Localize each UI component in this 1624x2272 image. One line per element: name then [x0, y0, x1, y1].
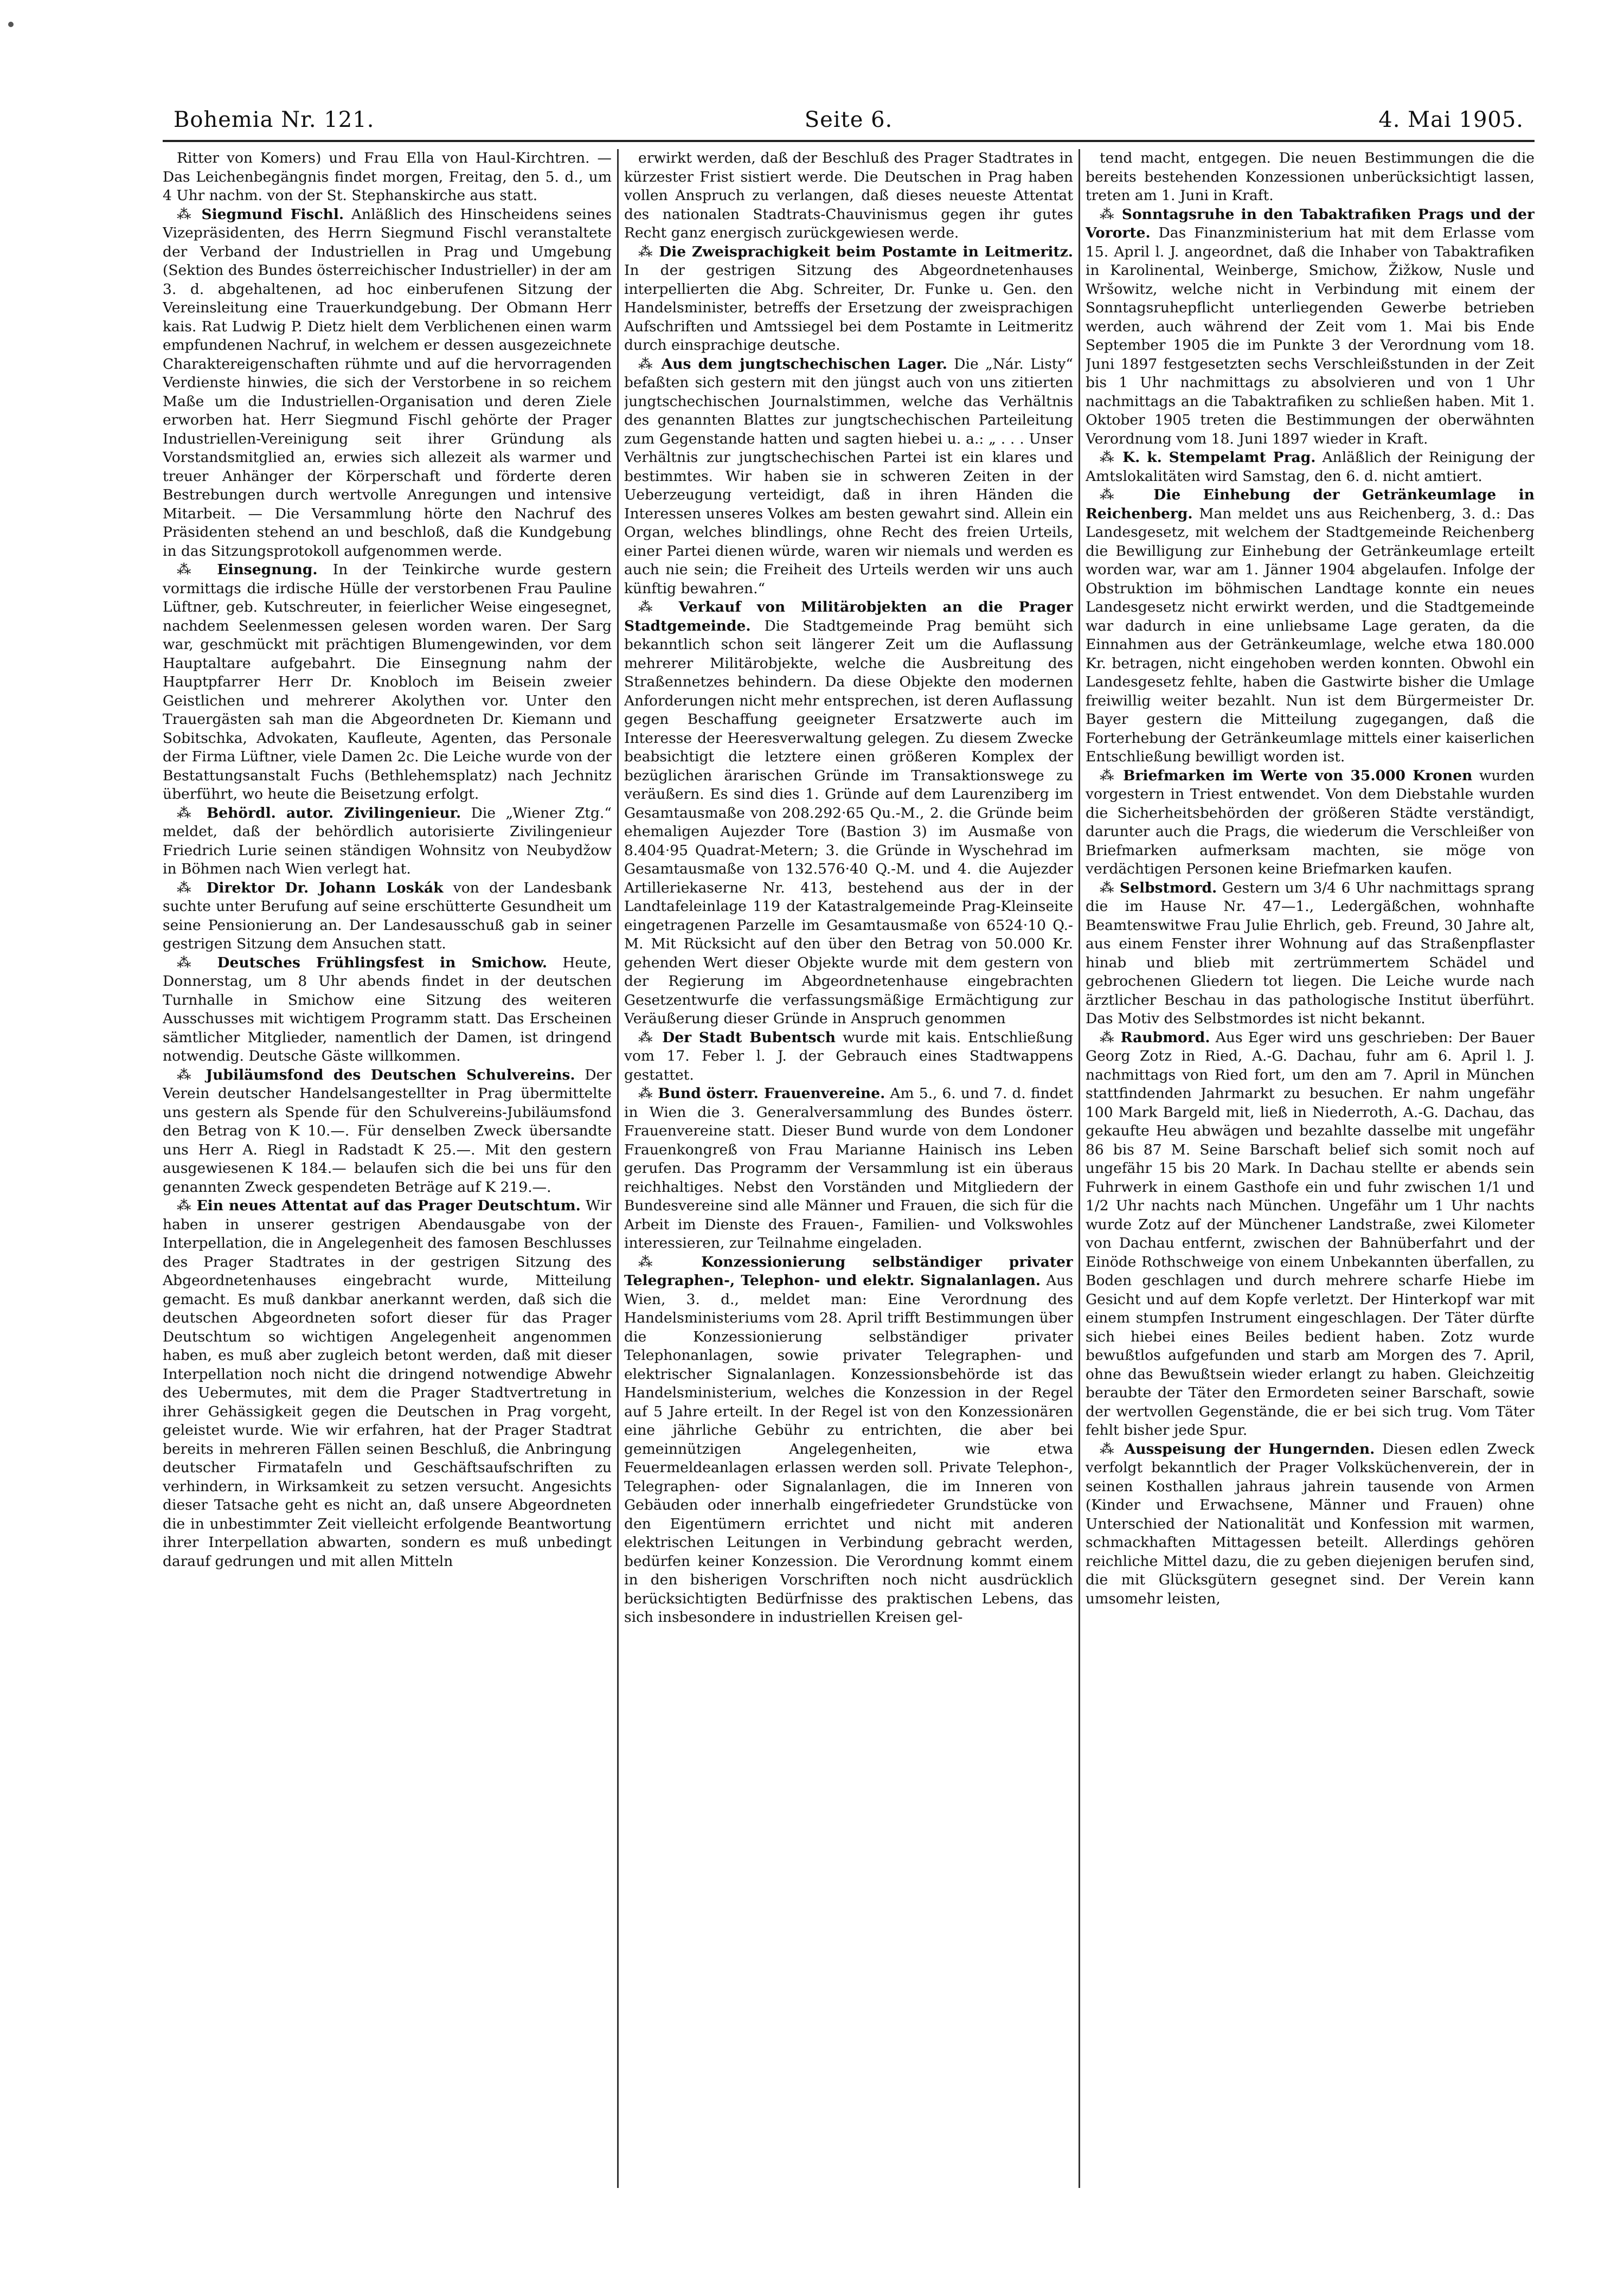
column-separator [1079, 149, 1080, 2188]
asterism-icon: ⁂ [177, 1066, 206, 1083]
article-body: wurden vorgestern in Triest entwendet. Von dem Diebstahle wurden die Sicherheitsbehörden der größeren Städte verständigt, darunter auch die Prags, die wiederum die Verschleißer von Briefmarken aufmerksam machten, sie möge von verdächtigen Personen keine Briefmarken kaufen. [1086, 767, 1535, 877]
article-paragraph [1086, 879, 1535, 1029]
article-heading: Ein neues Attentat auf das Prager Deutschtum. [196, 1197, 581, 1214]
asterism-icon: ⁂ [177, 954, 217, 971]
article-body: Diesen edlen Zweck verfolgt bekanntlich der Prager Volksküchenverein, der in seinen Kosthallen jahraus jahrein tausende von Armen (Kinder und Erwachsene, Männer und Frauen) ohne Unterschied der Nationalität und Konfession mit warmen, schmackhaften Mittagessen beteilt. Allerdings gehören reichliche Mittel dazu, die zu geben diejenigen berufen sind, die mit Glücksgütern gesegnet sind. Der Verein kann umsomehr leisten, [1086, 1440, 1535, 1607]
article-body: Anläßlich des Hinscheidens seines Vizepräsidenten, des Herrn Siegmund Fischl veranstaltete der Verband der Industriellen in Prag und Umgebung (Sektion des Bundes österreichischer Industrieller) in der am 3. d. abgehaltenen, ad hoc einberufenen Sitzung der Vereinsleitung eine Trauerkundgebung. Der Obmann Herr kais. Rat Ludwig P. Dietz hielt dem Verblichenen einen warm empfundenen Nachruf, in welchem er dessen ausgezeichnete Charaktereigenschaften rühmte und auf die hervorragenden Verdienste hinwies, die sich der Verstorbene in so reichem Maße um die Industriellen-Organisation und deren Ziele erworben hat. Herr Siegmund Fischl gehörte der Prager Industriellen-Vereinigung seit ihrer Gründung als Vorstandsmitglied an, erwies sich allezeit als warmer und treuer Anhänger der Körperschaft und förderte deren Bestrebungen durch wertvolle Anregungen und intensive Mitarbeit. — Die Versammlung hörte den Nachruf des Präsidenten stehend an und beschloß, daß die Kundgebung in das Sitzungsprotokoll aufgenommen werde. [163, 206, 612, 560]
article-paragraph [163, 206, 612, 561]
asterism-icon: ⁂ [177, 804, 207, 821]
article-body: Die „Nár. Listy“ befaßten sich gestern mit den jüngst auch von uns zitierten jungtschechischen Journalstimmen, welche das Verhältnis des genannten Blattes zur jungtschechischen Parteileitung zum Gegenstande hatten und sagten hiebei u. a.: „ . . . Unser Verhältnis zur jungtschechischen Partei ist ein klares und bestimmtes. Wir haben sie in schweren Zeiten in der Ueberzeugung verteidigt, daß in ihren Händen die Interessen unseres Volkes am besten gewahrt sind. Allein ein Organ, welches blindlings, ohne Recht des freien Urteils, einer Partei dienen würde, waren wir niemals und werden es auch nie sein; die Freiheit des Urteils werden wir uns auch künftig bewahren.“ [624, 355, 1073, 597]
asterism-icon: ⁂ [638, 355, 662, 373]
article-heading: Konzessionierung selbständiger privater Telegraphen-, Telephon- und elektr. Signalanlagen. [624, 1253, 1073, 1289]
article-paragraph [163, 804, 612, 879]
article-body: Wir haben in unserer gestrigen Abendausgabe von der Interpellation, die in Angelegenheit des famosen Beschlusses des Prager Stadtrates in der gestrigen Sitzung des Abgeordnetenhauses eingebracht wurde, Mitteilung gemacht. Es muß dankbar anerkannt werden, daß sich die deutschen Abgeordneten sofort dieser für das Prager Deutschtum so wichtigen Angelegenheit angenommen haben, es muß aber zugleich betont werden, daß mit dieser Interpellation noch nicht die dringend notwendige Abwehr des Uebermutes, mit dem die Prager Stadtvertretung in ihrer Gehässigkeit gegen die Deutschen in Prag vorgeht, geleistet wurde. Wie wir erfahren, hat der Prager Stadtrat bereits in mehreren Fällen seinen Beschluß, die Anbringung deutscher Firmatafeln und Geschäftsaufschriften zu verhindern, in Wirksamkeit zu setzen versucht. Angesichts dieser Tatsache geht es nicht an, daß unsere Abgeordneten die in unbestimmter Zeit vielleicht erfolgende Beantwortung ihrer Interpellation abwarten, sondern es muß unbedingt darauf gedrungen und mit allen Mitteln [163, 1197, 612, 1570]
article-body: Ritter von Komers) und Frau Ella von Haul-Kirchtren. — Das Leichenbegängnis findet morgen, Freitag, den 5. d., um 4 Uhr nachm. von der St. Stephanskirche aus statt. [163, 150, 612, 204]
article-paragraph [624, 149, 1073, 243]
page-header [163, 103, 1535, 141]
article-heading: Sonntagsruhe in den Tabaktrafiken Prags und der Vororte. [1086, 206, 1535, 241]
article-body: In der Teinkirche wurde gestern vormittags die irdische Hülle der verstorbenen Frau Pauline Lüftner, geb. Kutschreuter, in feierlicher Weise eingesegnet, nachdem Seelenmessen gelesen worden waren. Der Sarg war, geschmückt mit prächtigen Blumengewinden, vor dem Hauptaltare aufgebahrt. Die Einsegnung nahm der Hauptpfarrer Herr Dr. Knobloch im Beisein zweier Geistlichen und mehrerer Akolythen vor. Unter den Trauergästen sah man die Abgeordneten Dr. Kiemann und Sobitschka, Advokaten, Kaufleute, Agenten, das Personale der Firma Lüftner, viele Damen 2c. Die Leiche wurde von der Bestattungsanstalt Fuchs (Bethlehemsplatz) nach Jechnitz überführt, wo heute die Beisetzung erfolgt. [163, 561, 612, 803]
article-heading: Einsegnung. [217, 561, 318, 578]
article-body: Die „Wiener Ztg.“ meldet, daß der behördlich autorisierte Zivilingenieur Friedrich Lurie seinen ständigen Wohnsitz von Neubydžow in Böhmen nach Wien verlegt hat. [163, 804, 612, 877]
article-body: Am 5., 6. und 7. d. findet in Wien die 3. Generalversammlung des Bundes österr. Frauenvereine statt. Dieser Bund wurde von dem Londoner Frauenkongreß von Frau Marianne Hainisch ins Leben gerufen. Das Programm der Versammlung ist ein überaus reichhaltiges. Nebst den Vorständen und Mitgliedern der Bundesvereine sind alle Männer und Frauen, die sich für die Arbeit im Dienste des Frauen-, Familien- und Volkswohles interessieren, zur Teilnahme eingeladen. [624, 1085, 1073, 1251]
asterism-icon: ⁂ [1100, 767, 1124, 784]
header-date: 4. Mai 1905. [1378, 107, 1524, 132]
column-3 [1086, 149, 1535, 2196]
article-heading: Siegmund Fischl. [201, 206, 344, 223]
article-paragraph [1086, 448, 1535, 486]
newspaper-page [163, 92, 1535, 2196]
asterism-icon: ⁂ [1100, 486, 1154, 503]
header-masthead: Bohemia Nr. 121. [174, 107, 375, 132]
article-paragraph [1086, 149, 1535, 206]
article-heading: Deutsches Frühlingsfest in Smichow. [217, 954, 548, 971]
article-paragraph [163, 1066, 612, 1197]
article-body: wurde mit kais. Entschließung vom 17. Feber l. J. der Gebrauch eines Stadtwappens gestattet. [624, 1029, 1073, 1083]
article-paragraph [624, 1084, 1073, 1253]
article-body: Anläßlich der Reinigung der Amtslokalitäten wird Samstag, den 6. d. nicht amtiert. [1086, 449, 1535, 485]
asterism-icon: ⁂ [638, 1085, 658, 1102]
article-paragraph [624, 598, 1073, 1029]
article-body: Aus Wien, 3. d., meldet man: Eine Verordnung des Handelsministeriums vom 28. April trifft Bestimmungen über die Konzessionierung selbständiger privater Telephonanlagen, sowie privater Telegraphen- und elektrischer Signalanlagen. Konzessionsbehörde ist das Handelsministerium, welches die Konzession in der Regel auf 5 Jahre erteilt. In der Regel ist von den Konzessionären eine jährliche Gebühr zu entrichten, die aber bei gemeinnützigen Angelegenheiten, wie etwa Feuermeldeanlagen erlassen werden soll. Private Telephon-, Telegraphen- oder Signalanlagen, die im Inneren von Gebäuden oder innerhalb eingefriedeter Grundstücke von den Eigentümern errichtet und nicht mit anderen elektrischen Leitungen in Verbindung gebracht werden, bedürfen keiner Konzession. Die Verordnung kommt einem in den bisherigen Vorschriften noch nicht ausdrücklich berücksichtigten Bedürfnisse des praktischen Lebens, das sich insbesondere in industriellen Kreisen gel- [624, 1272, 1073, 1626]
asterism-icon: ⁂ [177, 1197, 197, 1214]
article-paragraph [624, 1253, 1073, 1627]
article-heading: Raubmord. [1120, 1029, 1210, 1046]
article-heading: Verkauf von Militärobjekten an die Prager Stadtgemeinde. [624, 599, 1073, 634]
article-paragraph [1086, 1440, 1535, 1609]
article-body: erwirkt werden, daß der Beschluß des Prager Stadtrates in kürzester Frist sistiert werde. Die Deutschen in Prag haben vollen Anspruch zu verlangen, daß dieses neueste Attentat des nationalen Stadtrats-Chauvinismus gegen ihr gutes Recht ganz energisch zurückgewiesen werde. [624, 150, 1073, 241]
asterism-icon: ⁂ [638, 599, 679, 615]
asterism-icon: ⁂ [1100, 449, 1123, 466]
article-paragraph [163, 879, 612, 954]
asterism-icon: ⁂ [638, 243, 659, 260]
article-body: von der Landesbank suchte unter Berufung auf seine erschütterte Gesundheit um seine Pensionierung an. Der Landesausschuß gab in seiner gestrigen Sitzung dem Ansuchen statt. [163, 879, 612, 952]
article-paragraph [163, 149, 612, 206]
article-heading: Jubiläumsfond des Deutschen Schulvereins. [206, 1066, 575, 1083]
article-paragraph [163, 1197, 612, 1571]
article-heading: Der Stadt Bubentsch [662, 1029, 836, 1046]
article-heading: Aus dem jungtschechischen Lager. [661, 355, 947, 373]
article-heading: Die Einhebung der Getränkeumlage in Reichenberg. [1086, 486, 1535, 522]
column-1 [163, 149, 612, 2196]
article-body: Der Verein deutscher Handelsangestellter in Prag übermittelte uns gestern als Spende für den Schulvereins-Jubiläumsfond den Betrag von K 10.—. Für denselben Zweck übersandte uns Herr A. Riegl in Radstadt K 25.—. Mit den gestern ausgewiesenen K 184.— belaufen sich die bei uns für den genannten Zweck gespendeten Beträge auf K 219.—. [163, 1066, 612, 1196]
article-paragraph [1086, 767, 1535, 879]
asterism-icon: ⁂ [177, 206, 202, 223]
article-paragraph [1086, 1029, 1535, 1440]
article-paragraph [624, 355, 1073, 599]
article-body: Die Stadtgemeinde Prag bemüht sich bekanntlich schon seit längerer Zeit um die Auflassung mehrerer Militärobjekte, welche die Ausbreitung des Straßennetzes behindern. Da diese Objekte den modernen Anforderungen nicht mehr entsprechen, ist deren Auflassung gegen Beschaffung geeigneter Ersatzwerte auch im Interesse der Heeresverwaltung gelegen. Zu diesem Zwecke beabsichtigt die letztere einen größeren Komplex der bezüglichen ärarischen Gründe im Transaktionswege zu veräußern. Es sind dies 1. Gründe auf dem Laurenziberg im Gesamtausmaße von 208.292·65 Qu.-M., 2. die Gründe beim ehemaligen Aujezder Tore (Bastion 3) im Ausmaße von 8.404·95 Quadrat-Metern; 3. die Gründe in Wyschehrad im Gesamtausmaße von 132.576·40 Q.-M. und 4. die Aujezder Artilleriekaserne Nr. 413, bestehend aus der in der Landtafeleinlage 119 der Katastralgemeinde Prag-Kleinseite eingetragenen Parzelle im Gesamtausmaße von 6524·10 Q.-M. Mit Rücksicht auf den über den Betrag von 50.000 Kr. gehenden Wert dieser Objekte wurde mit dem gestern von der Regierung im Abgeordnetenhause eingebrachten Gesetzentwurfe die verfassungsmäßige Ermächtigung zur Veräußerung dieser Gründe in Anspruch genommen [624, 617, 1073, 1027]
asterism-icon: ⁂ [1100, 879, 1120, 896]
article-paragraph [163, 954, 612, 1066]
asterism-icon: ⁂ [638, 1253, 702, 1270]
asterism-icon: ⁂ [1100, 206, 1122, 223]
column-2 [624, 149, 1073, 2196]
article-paragraph [163, 561, 612, 804]
article-body: Gestern um 3/4 6 Uhr nachmittags sprang die im Hause Nr. 47—1., Ledergäßchen, wohnhafte Beamtenswitwe Frau Julie Ehrlich, geb. Freund, 30 Jahre alt, aus einem Fenster ihrer Wohnung auf das Straßenpflaster hinab und blieb mit zertrümmertem Schädel und gebrochenen Gliedern tot liegen. Die Leiche wurde nach ärztlicher Beschau in das pathologische Institut überführt. Das Motiv des Selbstmordes ist nicht bekannt. [1086, 879, 1535, 1027]
article-body: tend macht, entgegen. Die neuen Bestimmungen die die bereits bestehenden Konzessionen unberücksichtigt lassen, treten am 1. Juni in Kraft. [1086, 150, 1535, 204]
article-body: Heute, Donnerstag, um 8 Uhr abends findet in der deutschen Turnhalle in Smichow eine Sitzung des weiteren Ausschusses mit wichtigem Programm statt. Das Erscheinen sämtlicher Mitglieder, namentlich der Damen, ist dringend notwendig. Deutsche Gäste willkommen. [163, 954, 612, 1064]
article-body: Man meldet uns aus Reichenberg, 3. d.: Das Landesgesetz, mit welchem der Stadtgemeinde Reichenberg die Bewilligung zur Einhebung der Getränkeumlage erteilt worden war, war am 1. Jänner 1904 abgelaufen. Infolge der Obstruktion im böhmischen Landtage konnte ein neues Landesgesetz nicht erwirkt werden, und die Stadtgemeinde war dadurch in eine unliebsame Lage geraten, da die Einnahmen aus der Getränkeumlage, welche etwa 180.000 Kr. betragen, nicht eingehoben werden konnten. Obwohl ein Landesgesetz fehlte, haben die Gastwirte bisher die Umlage freiwillig weiter bezahlt. Nun ist dem Bürgermeister Dr. Bayer gestern die Mitteilung zugegangen, daß die Forterhebung der Getränkeumlage mittels einer kaiserlichen Entschließung bewilligt worden ist. [1086, 505, 1535, 765]
article-heading: Direktor Dr. Johann Loskák [206, 879, 444, 896]
article-heading: Behördl. autor. Zivilingenieur. [206, 804, 461, 821]
header-page-number: Seite 6. [804, 107, 893, 132]
article-body: Aus Eger wird uns geschrieben: Der Bauer Georg Zotz in Ried, A.-G. Dachau, fuhr am 6. April l. J. nachmittags von Ried fort, um den am 7. April in München stattfindenden Jahrmarkt zu besuchen. Er nahm ungefähr 100 Mark Bargeld mit, ließ in Niederroth, A.-G. Dachau, das gekaufte Heu abwägen und bezahlte dasselbe mit ungefähr 86 bis 87 M. Seine Barschaft belief sich somit noch auf ungefähr 15 bis 20 Mark. In Dachau stellte er abends sein Fuhrwerk in einem Gasthofe ein und fuhr zwischen 1/1 und 1/2 Uhr nachts nach München. Ungefähr um 1 Uhr nachts wurde Zotz auf der Münchener Landstraße, zwei Kilometer von Dachau entfernt, zwischen der Bahnüberfahrt und der Einöde Rothschweige von einem Unbekannten überfallen, zu Boden geschlagen und durch mehrere scharfe Hiebe im Gesicht und auf dem Kopfe verletzt. Der Hinterkopf war mit einem stumpfen Instrument eingeschlagen. Der Täter dürfte sich hiebei eines Beiles bedient haben. Zotz wurde bewußtlos aufgefunden und starb am Morgen des 7. April, ohne das Bewußtsein wieder erlangt zu haben. Gleichzeitig beraubte der Täter den Ermordeten seiner Barschaft, sowie der wertvollen Gegenstände, die er bei sich trug. Vom Täter fehlt bisher jede Spur. [1086, 1029, 1535, 1439]
asterism-icon: ⁂ [1100, 1029, 1121, 1046]
article-heading: Briefmarken im Werte von 35.000 Kronen [1123, 767, 1473, 784]
column-separator [617, 149, 619, 2188]
article-heading: K. k. Stempelamt Prag. [1122, 449, 1316, 466]
article-heading: Ausspeisung der Hungernden. [1124, 1440, 1375, 1458]
header-rule [163, 140, 1535, 142]
asterism-icon: ⁂ [1100, 1440, 1125, 1458]
article-body: Das Finanzministerium hat mit dem Erlasse vom 15. April l. J. angeordnet, daß die Inhaber von Tabaktrafiken in Karolinental, Weinberge, Smichow, Žižkow, Nusle und Wršowitz, welche nicht in Verbindung mit einem der Sonntagsruhepflicht unterliegenden Gewerbe betrieben werden, auch während der Zeit vom 1. Mai bis Ende September 1905 die im Punkte 3 der Verordnung vom 18. Juni 1897 festgesetzten sechs Verschleißstunden in der Zeit bis 1 Uhr nachmittags zu absolvieren und von 1 Uhr nachmittags an die Tabaktrafiken zu schließen haben. Mit 1. Oktober 1905 treten die Bestimmungen der oberwähnten Verordnung vom 18. Juni 1897 wieder in Kraft. [1086, 224, 1535, 447]
asterism-icon: ⁂ [177, 879, 207, 896]
article-body: In der gestrigen Sitzung des Abgeordnetenhauses interpellierten die Abg. Schreiter, Dr. Funke u. Gen. den Handelsminister, betreffs der Ersetzung der zweisprachigen Aufschriften und Amtssiegel bei dem Postamte in Leitmeritz durch einsprachige deutsche. [624, 262, 1073, 354]
article-paragraph [624, 243, 1073, 355]
article-paragraph [1086, 486, 1535, 767]
article-heading: Bund österr. Frauenvereine. [658, 1085, 885, 1102]
article-paragraph [1086, 206, 1535, 449]
article-paragraph [624, 1029, 1073, 1085]
article-heading: Die Zweisprachigkeit beim Postamte in Leitmeritz. [659, 243, 1073, 260]
asterism-icon: ⁂ [638, 1029, 663, 1046]
article-heading: Selbstmord. [1120, 879, 1217, 896]
asterism-icon: ⁂ [177, 561, 217, 578]
scan-speck [8, 22, 14, 27]
